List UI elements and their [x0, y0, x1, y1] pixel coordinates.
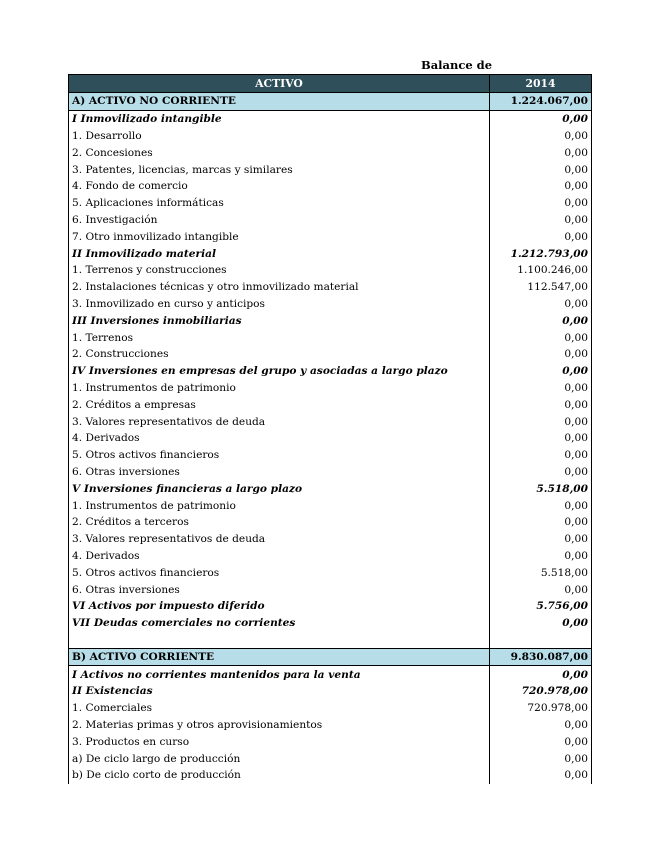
row-value: 0,00 [490, 717, 592, 734]
row-label: 3. Valores representativos de deuda [69, 413, 490, 430]
row-value [490, 632, 592, 649]
row-label: 6. Otras inversiones [69, 581, 490, 598]
row-label: 3. Inmovilizado en curso y anticipos [69, 296, 490, 313]
row-label: 3. Valores representativos de deuda [69, 531, 490, 548]
row-label: 7. Otro inmovilizado intangible [69, 228, 490, 245]
row-label: 6. Investigación [69, 212, 490, 229]
row-label: I Inmovilizado intangible [69, 110, 490, 127]
table-row [69, 93, 592, 111]
row-value: 0,00 [490, 296, 592, 313]
row-value: 0,00 [490, 430, 592, 447]
table-row [69, 480, 592, 497]
row-value: 0,00 [490, 767, 592, 784]
table-row [69, 363, 592, 380]
row-value: 720.978,00 [490, 700, 592, 717]
table-row [69, 767, 592, 784]
table-row [69, 700, 592, 717]
table-row [69, 110, 592, 127]
table-row [69, 396, 592, 413]
row-value: 0,00 [490, 329, 592, 346]
row-value: 0,00 [490, 128, 592, 145]
row-value: 5.518,00 [490, 564, 592, 581]
row-value: 9.830.087,00 [490, 648, 592, 666]
table-row [69, 296, 592, 313]
row-value: 1.212.793,00 [490, 245, 592, 262]
row-value: 0,00 [490, 346, 592, 363]
row-label [69, 632, 490, 649]
table-row [69, 178, 592, 195]
row-value: 0,00 [490, 548, 592, 565]
table-row [69, 262, 592, 279]
table-row [69, 464, 592, 481]
row-label: 3. Patentes, licencias, marcas y similares [69, 161, 490, 178]
row-value: 0,00 [490, 413, 592, 430]
row-value: 0,00 [490, 363, 592, 380]
row-label: II Inmovilizado material [69, 245, 490, 262]
row-label: 5. Otros activos financieros [69, 447, 490, 464]
table-row [69, 128, 592, 145]
row-label: 2. Instalaciones técnicas y otro inmovilizado material [69, 279, 490, 296]
row-label: 2. Materias primas y otros aprovisionamientos [69, 717, 490, 734]
row-label: VI Activos por impuesto diferido [69, 598, 490, 615]
table-row [69, 346, 592, 363]
table-row [69, 447, 592, 464]
table-row [69, 750, 592, 767]
row-label: 1. Instrumentos de patrimonio [69, 497, 490, 514]
table-header-row [69, 75, 592, 93]
row-label: 4. Derivados [69, 430, 490, 447]
row-label: 2. Construcciones [69, 346, 490, 363]
row-label: V Inversiones financieras a largo plazo [69, 480, 490, 497]
table-row [69, 666, 592, 683]
table-row [69, 312, 592, 329]
row-label: 5. Aplicaciones informáticas [69, 195, 490, 212]
table-row [69, 632, 592, 649]
row-label: A) ACTIVO NO CORRIENTE [69, 93, 490, 111]
table-row [69, 683, 592, 700]
row-label: 4. Fondo de comercio [69, 178, 490, 195]
row-label: I Activos no corrientes mantenidos para la venta [69, 666, 490, 683]
row-label: 1. Comerciales [69, 700, 490, 717]
table-row [69, 531, 592, 548]
table-row [69, 598, 592, 615]
row-value: 0,00 [490, 212, 592, 229]
table-row [69, 329, 592, 346]
table-row [69, 497, 592, 514]
table-row [69, 413, 592, 430]
row-label: III Inversiones inmobiliarias [69, 312, 490, 329]
table-row [69, 380, 592, 397]
row-label: 5. Otros activos financieros [69, 564, 490, 581]
row-value: 0,00 [490, 464, 592, 481]
row-value: 0,00 [490, 733, 592, 750]
row-value: 5.756,00 [490, 598, 592, 615]
row-label: 6. Otras inversiones [69, 464, 490, 481]
row-value: 0,00 [490, 531, 592, 548]
row-label: 1. Instrumentos de patrimonio [69, 380, 490, 397]
table-row [69, 564, 592, 581]
row-label: 2. Créditos a terceros [69, 514, 490, 531]
row-value: 112.547,00 [490, 279, 592, 296]
row-label: 2. Créditos a empresas [69, 396, 490, 413]
row-value: 0,00 [490, 447, 592, 464]
row-value: 0,00 [490, 750, 592, 767]
row-label: II Existencias [69, 683, 490, 700]
table-row [69, 212, 592, 229]
row-label: 4. Derivados [69, 548, 490, 565]
row-label: 1. Terrenos [69, 329, 490, 346]
row-label: B) ACTIVO CORRIENTE [69, 648, 490, 666]
row-label: a) De ciclo largo de producción [69, 750, 490, 767]
balance-title: Balance de [421, 58, 493, 72]
row-value: 0,00 [490, 312, 592, 329]
table-row [69, 245, 592, 262]
row-label: IV Inversiones en empresas del grupo y asociadas a largo plazo [69, 363, 490, 380]
table-row [69, 195, 592, 212]
row-value: 1.224.067,00 [490, 93, 592, 111]
row-label: 1. Desarrollo [69, 128, 490, 145]
row-label: VII Deudas comerciales no corrientes [69, 615, 490, 632]
table-row [69, 144, 592, 161]
balance-rows [69, 93, 592, 784]
row-label: b) De ciclo corto de producción [69, 767, 490, 784]
table-row [69, 161, 592, 178]
table-row [69, 430, 592, 447]
row-value: 0,00 [490, 615, 592, 632]
header-activo: ACTIVO [69, 75, 490, 93]
table-row [69, 648, 592, 666]
balance-table [68, 74, 592, 784]
table-row [69, 514, 592, 531]
row-value: 720.978,00 [490, 683, 592, 700]
table-row [69, 615, 592, 632]
row-value: 0,00 [490, 396, 592, 413]
table-row [69, 733, 592, 750]
row-value: 0,00 [490, 666, 592, 683]
table-row [69, 279, 592, 296]
row-value: 0,00 [490, 228, 592, 245]
row-value: 0,00 [490, 497, 592, 514]
table-row [69, 581, 592, 598]
row-label: 1. Terrenos y construcciones [69, 262, 490, 279]
row-label: 2. Concesiones [69, 144, 490, 161]
table-row [69, 717, 592, 734]
table-row [69, 228, 592, 245]
row-value: 5.518,00 [490, 480, 592, 497]
row-value: 1.100.246,00 [490, 262, 592, 279]
header-year: 2014 [490, 75, 592, 93]
row-value: 0,00 [490, 195, 592, 212]
row-value: 0,00 [490, 110, 592, 127]
row-value: 0,00 [490, 144, 592, 161]
row-value: 0,00 [490, 161, 592, 178]
row-label: 3. Productos en curso [69, 733, 490, 750]
row-value: 0,00 [490, 581, 592, 598]
row-value: 0,00 [490, 178, 592, 195]
table-row [69, 548, 592, 565]
row-value: 0,00 [490, 514, 592, 531]
row-value: 0,00 [490, 380, 592, 397]
